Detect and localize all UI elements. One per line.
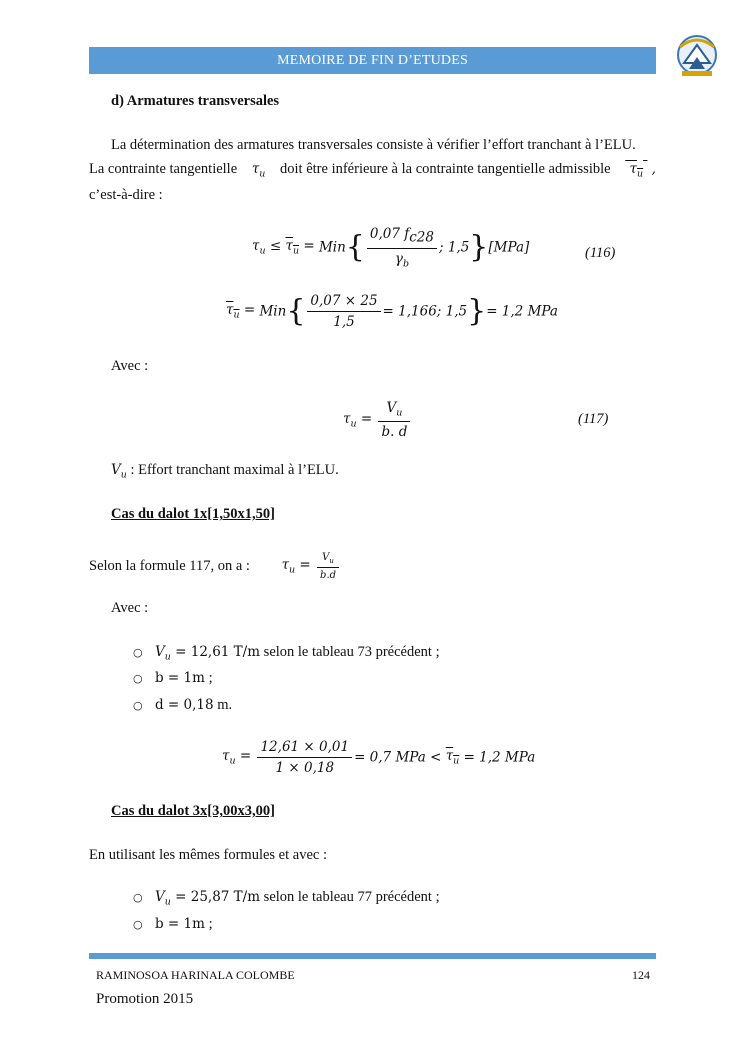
case-1-formula-line: Selon la formule 117, on a : $\tau_u$ = $\frac{V_u}{b.d}$ (89, 552, 341, 581)
vu-definition: $V_u$ : Effort tranchant maximal à l’ELU. (111, 462, 339, 481)
intro-line-1: La détermination des armatures transversales consiste à vérifier l’effort tranchant à l’ELU. (111, 137, 636, 153)
footer-author: RAMINOSOA HARINALA COLOMBE (96, 968, 295, 982)
university-emblem-icon (672, 33, 722, 81)
avec-label-1: Avec : (111, 358, 149, 374)
intro-line-2 (89, 161, 656, 180)
eq116-denominator: γ (394, 250, 403, 267)
footer-divider (89, 953, 656, 959)
case-3-intro: En utilisant les mêmes formules et avec : (89, 847, 327, 863)
header-title: MEMOIRE DE FIN D’ETUDES (277, 53, 468, 68)
intro-line-3: c’est-à-dire : (89, 187, 163, 203)
case-3-bullet-2 (133, 916, 213, 933)
eq116-numerator: 0,07 f (369, 226, 410, 242)
case-3-bullet-2-math: b = 1m (155, 916, 205, 932)
eq116-min: Min (318, 239, 346, 256)
tau-u-symbol: $\tau_u$ (251, 161, 266, 180)
equation-tau-bar: $\tau_u = Min${ $\frac{0,07 \times 25}{1,5}$ = 1,166; 1,5}= 1,2 MPa (226, 293, 558, 330)
equation-116-label: (116) (585, 245, 616, 261)
equation-117-label: (117) (578, 411, 609, 427)
bullet-2-text: ; (204, 670, 213, 686)
intro-line-2b: doit être inférieure à la contrainte tangentielle admissible (280, 161, 611, 177)
bullet-3-math: d = 0,18 (155, 697, 214, 713)
case-1-eq-denominator: 1 × 0,18 (275, 760, 335, 776)
case-3-bullet-1: ○ $V_u = 25,87$ T/m selon le tableau 77 précédent ; (133, 889, 440, 908)
case-1-bullet-2 (133, 670, 213, 687)
eq-tau-bar-denominator: 1,5 (333, 314, 355, 330)
eq-tau-bar-result: = 1,2 MPa (486, 303, 558, 320)
case-1-bullet-3 (133, 697, 232, 714)
footer-promotion: Promotion 2015 (96, 991, 194, 1007)
eq116-unit: [MPa] (488, 239, 530, 256)
bullet-marker: ○ (133, 891, 143, 904)
case-3-bullet-1-text: selon le tableau 77 précédent ; (260, 889, 440, 905)
tau-u-bar-symbol: $\tau_u$ , (625, 161, 656, 180)
eq-tau-bar-numerator: 0,07 × 25 (307, 293, 380, 312)
eq-tau-bar-tail: = 1,166; 1,5 (382, 303, 468, 320)
bullet-2-math: b = 1m (155, 670, 205, 686)
intro-line-2a: La contrainte tangentielle (89, 161, 238, 177)
page-header (89, 47, 656, 74)
case-3-bullet-1-math: = 25,87 T/m (175, 889, 261, 905)
avec-label-2: Avec : (111, 600, 149, 616)
bullet-marker: ○ (133, 672, 143, 685)
eq117-denominator: b. d (381, 423, 408, 440)
equation-case-1: $\tau_u$ = $\frac{12,61 \times 0,01}{1 \times 0,18}$ = 0,7 MPa < $\tau_u = 1,2$ MPa (222, 739, 536, 776)
bullet-1-text: selon le tableau 73 précédent ; (260, 644, 440, 660)
bullet-1-math: = 12,61 T/m (175, 644, 261, 660)
case-1-eq-result: = 1,2 MPa (463, 749, 536, 766)
eq116-tail: ; 1,5 (438, 239, 470, 256)
section-heading: d) Armatures transversales (111, 93, 280, 109)
eq116-num-sub: c28 (409, 229, 434, 246)
case-3-bullet-2-text: ; (204, 916, 213, 932)
case-1-title: Cas du dalot 1x[1,50x1,50] (111, 506, 275, 522)
bullet-marker: ○ (133, 918, 143, 931)
bullet-marker: ○ (133, 699, 143, 712)
eq117-numerator: V (386, 400, 397, 416)
equation-116: $\tau_u \le \tau_u = Min${ $\frac{0,07 f_{c28}}{\gamma_b}$ ; 1,5}[MPa] (252, 226, 530, 270)
case-3-title: Cas du dalot 3x[3,00x3,00] (111, 803, 275, 819)
equation-117: $\tau_u$ = $\frac{V_u}{b. d}$ (343, 400, 412, 440)
bullet-3-text: m. (213, 697, 233, 713)
bullet-marker: ○ (133, 646, 143, 659)
page-number: 124 (632, 968, 650, 982)
case-1-bullet-1: ○ $V_u = 12,61$ T/m selon le tableau 73 précédent ; (133, 644, 440, 663)
case-1-formula-text: Selon la formule 117, on a : (89, 557, 250, 574)
eq116-den-sub: b (402, 258, 409, 270)
vu-definition-text: : Effort tranchant maximal à l’ELU. (130, 462, 339, 478)
case-1-eq-mid: = 0,7 MPa < (354, 749, 442, 766)
eq-tau-bar-min: Min (259, 303, 287, 320)
case-1-eq-numerator: 12,61 × 0,01 (257, 739, 352, 758)
